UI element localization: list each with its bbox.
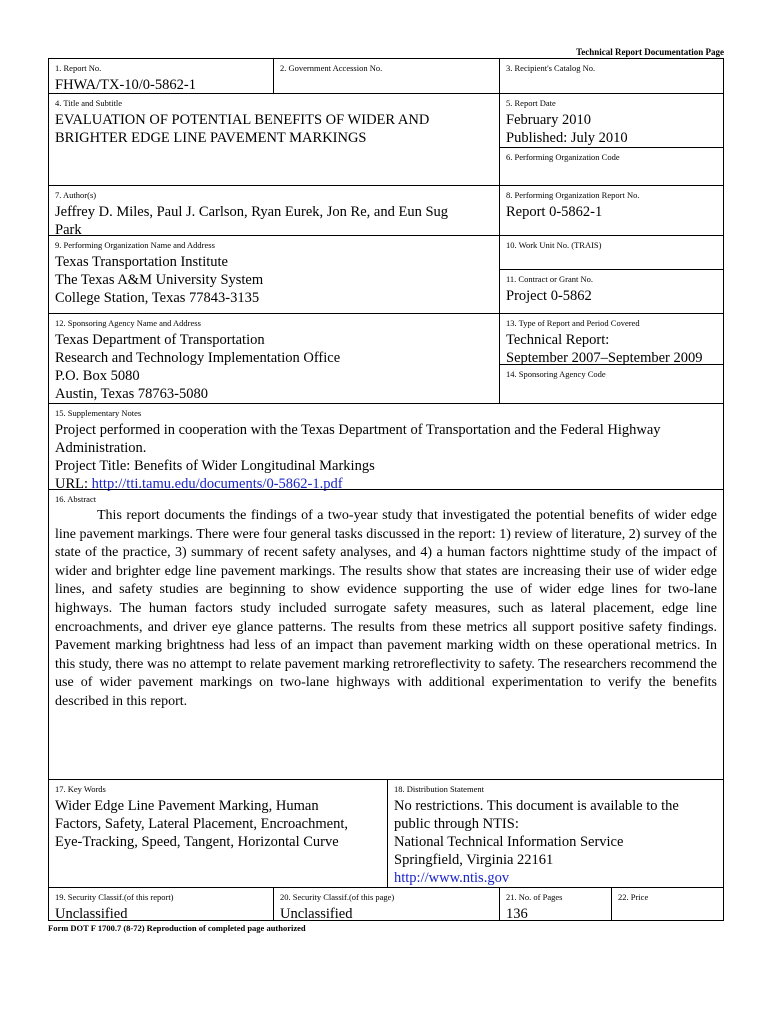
perf-org-line-1: Texas Transportation Institute — [55, 254, 228, 270]
title-cell — [49, 93, 499, 185]
report-date-value — [506, 111, 628, 147]
supplementary-line-3: Project Title: Benefits of Wider Longitudinal Markings — [55, 458, 375, 474]
perf-org-report-label: 8. Performing Organization Report No. — [506, 190, 640, 200]
sponsor-code-label: 14. Sponsoring Agency Code — [506, 369, 606, 379]
report-type-value — [506, 331, 703, 367]
supplementary-label: 15. Supplementary Notes — [55, 408, 142, 418]
key-words-line-2: Factors, Safety, Lateral Placement, Encroachment, — [55, 816, 348, 832]
perf-org-label: 9. Performing Organization Name and Address — [55, 240, 215, 250]
key-words-cell — [49, 779, 387, 887]
authors-cell — [49, 185, 499, 238]
title-label: 4. Title and Subtitle — [55, 98, 123, 108]
abstract-text — [55, 507, 717, 712]
contract-cell — [499, 269, 723, 313]
price-cell — [611, 887, 723, 920]
contract-label: 11. Contract or Grant No. — [506, 274, 594, 284]
distribution-line-4: Springfield, Virginia 22161 — [394, 852, 554, 868]
report-no-value: FHWA/TX-10/0-5862-1 — [55, 77, 196, 93]
supplementary-cell — [49, 403, 723, 492]
documentation-form — [48, 58, 724, 921]
distribution-line-3: National Technical Information Service — [394, 834, 624, 850]
num-pages-cell — [499, 887, 611, 920]
security-page-value: Unclassified — [280, 906, 353, 922]
perf-org-code-cell — [499, 147, 723, 185]
key-words-label: 17. Key Words — [55, 784, 106, 794]
key-words-line-1: Wider Edge Line Pavement Marking, Human — [55, 798, 319, 814]
abstract-label: 16. Abstract — [55, 494, 97, 504]
url-prefix: URL: — [55, 476, 92, 492]
security-report-value: Unclassified — [55, 906, 128, 922]
sponsor-line-4: Austin, Texas 78763-5080 — [55, 386, 208, 402]
title-line-1: EVALUATION OF POTENTIAL BENEFITS OF WIDER AND — [55, 112, 430, 128]
report-date: February 2010 — [506, 112, 591, 128]
supplementary-line-2: Administration. — [55, 440, 147, 456]
supplementary-line-1: Project performed in cooperation with the Texas Department of Transportation and the Federal Highway — [55, 422, 661, 438]
report-type-label: 13. Type of Report and Period Covered — [506, 318, 640, 328]
security-page-label: 20. Security Classif.(of this page) — [280, 892, 395, 902]
supplementary-value — [55, 421, 661, 493]
ntis-url-link[interactable]: http://www.ntis.gov — [394, 870, 510, 886]
gov-accession-cell — [273, 59, 499, 93]
perf-org-value — [55, 253, 263, 307]
report-type-cell — [499, 313, 723, 364]
report-no-cell — [49, 59, 273, 93]
security-report-label: 19. Security Classif.(of this report) — [55, 892, 174, 902]
num-pages-label: 21. No. of Pages — [506, 892, 563, 902]
sponsor-cell — [49, 313, 499, 403]
perf-org-report-cell — [499, 185, 723, 235]
title-line-2: BRIGHTER EDGE LINE PAVEMENT MARKINGS — [55, 130, 367, 146]
sponsor-line-2: Research and Technology Implementation Office — [55, 350, 341, 366]
gov-accession-label: 2. Government Accession No. — [280, 63, 383, 73]
distribution-line-2: public through NTIS: — [394, 816, 519, 832]
page-header: Technical Report Documentation Page — [576, 47, 724, 57]
sponsor-line-1: Texas Department of Transportation — [55, 332, 265, 348]
published-date: Published: July 2010 — [506, 130, 628, 146]
sponsor-label: 12. Sponsoring Agency Name and Address — [55, 318, 201, 328]
title-value — [55, 111, 429, 147]
num-pages-value: 136 — [506, 906, 528, 922]
abstract-paragraph: This report documents the findings of a two-year study that investigated the potential benefits of wider edge line pavement markings. There were four general tasks discussed in the report: 1) review of literature, 2) survey of the state of the practice, 3) summary of recent safety analyses, and 4) a human factors nighttime study of the impact of wider and brighter edge line pavement markings. The results show that states are increasing their use of wider edge lines, and safety studies are beginning to show evidence supporting the use of wider edge lines for two-lane highways. The human factors study included surrogate safety measures, such as lateral placement, edge line encroachments, and driver eye glance patterns. The results from these metrics all support positive safety findings. Pavement marking brightness had less of an impact than pavement marking width on these operational metrics. In this study, there was no attempt to relate pavement marking retroreflectivity to safety. The researchers recommend the use of wider pavement markings on two-lane highways with additional experimentation to verify the benefits described in this report. — [55, 508, 717, 709]
authors-line-1: Jeffrey D. Miles, Paul J. Carlson, Ryan Eurek, Jon Re, and Eun Sug — [55, 204, 449, 220]
perf-org-line-2: The Texas A&M University System — [55, 272, 264, 288]
abstract-cell — [49, 489, 723, 779]
security-report-cell — [49, 887, 273, 920]
report-type-line-2: September 2007–September 2009 — [506, 350, 703, 366]
key-words-value — [55, 797, 348, 851]
authors-value — [55, 203, 448, 239]
work-unit-cell — [499, 235, 723, 269]
perf-org-cell — [49, 235, 499, 313]
perf-org-code-label: 6. Performing Organization Code — [506, 152, 620, 162]
form-footer: Form DOT F 1700.7 (8-72) Reproduction of completed page authorized — [48, 923, 306, 933]
distribution-cell — [387, 779, 723, 887]
authors-line-2: Park — [55, 222, 82, 238]
report-type-line-1: Technical Report: — [506, 332, 610, 348]
work-unit-label: 10. Work Unit No. (TRAIS) — [506, 240, 602, 250]
recipient-catalog-label: 3. Recipient's Catalog No. — [506, 63, 596, 73]
key-words-line-3: Eye-Tracking, Speed, Tangent, Horizontal Curve — [55, 834, 339, 850]
security-page-cell — [273, 887, 499, 920]
perf-org-report-value: Report 0-5862-1 — [506, 204, 603, 220]
perf-org-line-3: College Station, Texas 77843-3135 — [55, 290, 260, 306]
report-url-link[interactable]: http://tti.tamu.edu/documents/0-5862-1.pdf — [91, 476, 343, 492]
contract-value: Project 0-5862 — [506, 288, 592, 304]
report-no-label: 1. Report No. — [55, 63, 102, 73]
distribution-value — [394, 797, 679, 887]
sponsor-code-cell — [499, 364, 723, 403]
sponsor-line-3: P.O. Box 5080 — [55, 368, 140, 384]
sponsor-value — [55, 331, 340, 403]
distribution-label: 18. Distribution Statement — [394, 784, 484, 794]
price-label: 22. Price — [618, 892, 649, 902]
authors-label: 7. Author(s) — [55, 190, 97, 200]
distribution-line-1: No restrictions. This document is available to the — [394, 798, 679, 814]
report-date-cell — [499, 93, 723, 147]
recipient-catalog-cell — [499, 59, 723, 93]
report-date-label: 5. Report Date — [506, 98, 556, 108]
